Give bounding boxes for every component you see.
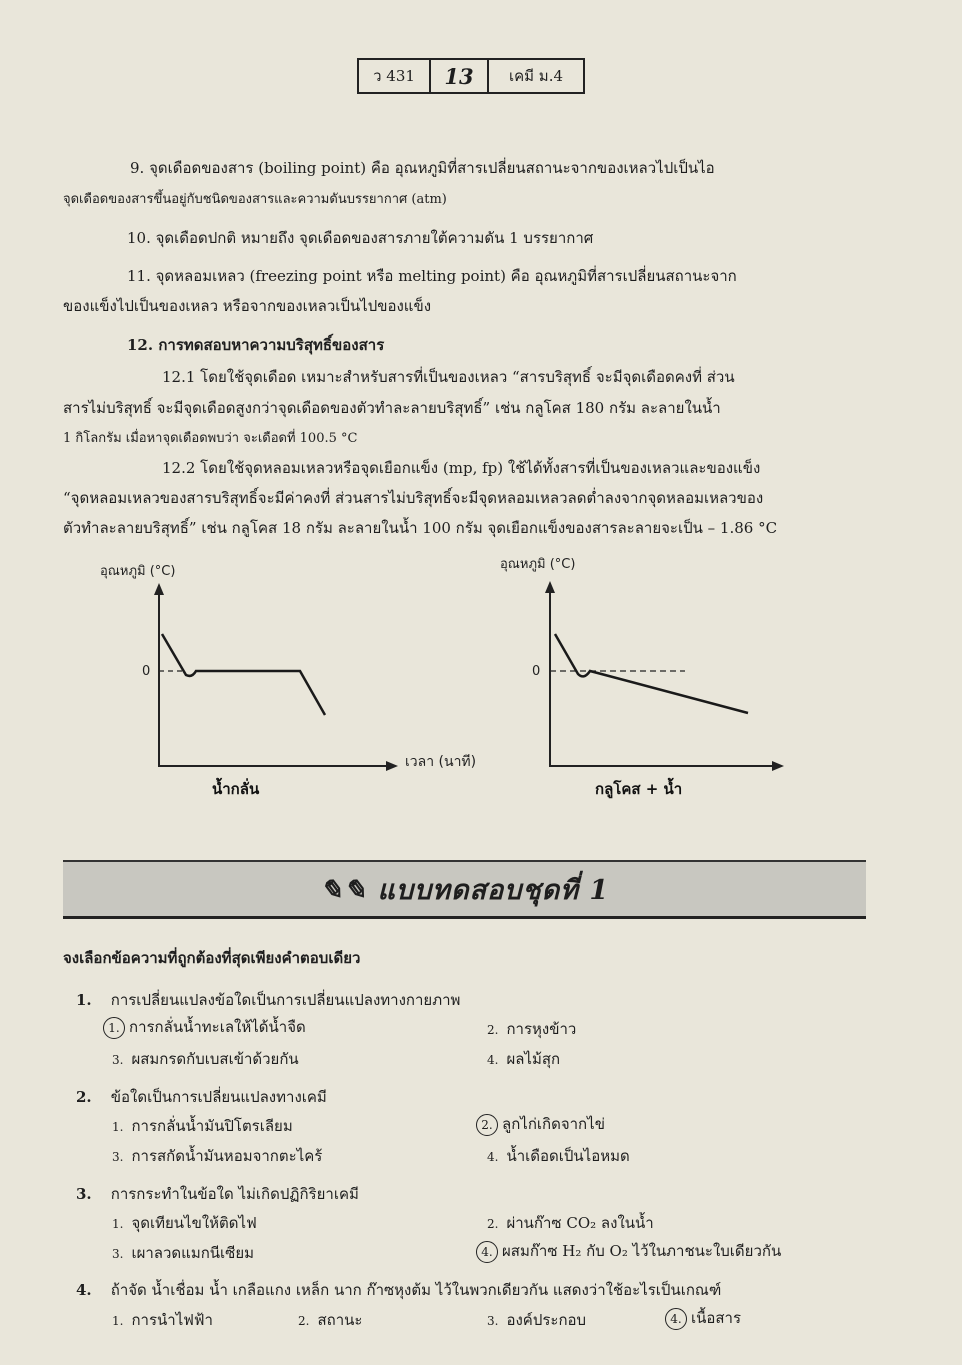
q3-option-1-text: จุดเทียนไขให้ติดไฟ <box>131 1214 257 1232</box>
def12-title: 12. การทดสอบหาความบริสุทธิ์ของสาร <box>127 336 385 354</box>
right-ylabel: อุณหภูมิ (°C) <box>500 557 576 572</box>
q3-option-3-text: เผาลวดแมกนีเซียม <box>131 1244 255 1262</box>
q4-option-2-num: 2. <box>298 1314 310 1328</box>
subject-name: เคมี ม.4 <box>508 67 564 85</box>
q3-option-2[interactable] <box>487 1211 654 1235</box>
q4-option-4-text: เนื้อสาร <box>691 1309 742 1327</box>
def12-2-line3: ตัวทำละลายบริสุทธิ์” เช่น กลูโคส 18 กรัม ละลายในน้ำ 100 กรัม จุดเยือกแข็งของสารละลายจะเป็น – 1.86 °C <box>63 519 778 537</box>
q3-option-1[interactable] <box>112 1211 257 1235</box>
q4-option-3-num: 3. <box>487 1314 499 1328</box>
q2-option-3-num: 3. <box>112 1150 124 1164</box>
q1-option-4-num: 4. <box>487 1053 499 1067</box>
left-curve <box>162 634 325 715</box>
left-x-arrow <box>386 761 398 771</box>
right-zero-label: 0 <box>532 664 541 679</box>
q1-option-2-num: 2. <box>487 1023 499 1037</box>
left-xlabel: เวลา (นาที) <box>405 754 477 770</box>
q1-option-4-text: ผลไม้สุก <box>506 1050 561 1068</box>
q4-option-1-num: 1. <box>112 1314 124 1328</box>
q4-option-3[interactable] <box>487 1308 586 1332</box>
q4-option-1[interactable] <box>112 1308 213 1332</box>
def9-line2: จุดเดือดของสารขึ้นอยู่กับชนิดของสารและความดันบรรยากาศ (atm) <box>63 192 447 207</box>
def12-1-line3: 1 กิโลกรัม เมื่อหาจุดเดือดพบว่า จะเดือดที่ 100.5 °C <box>63 431 358 446</box>
question-3 <box>76 1182 359 1206</box>
def10: 10. จุดเดือดปกติ หมายถึง จุดเดือดของสารภายใต้ความดัน 1 บรรยากาศ <box>127 229 594 247</box>
left-caption: น้ำกลั่น <box>212 780 260 798</box>
left-ylabel: อุณหภูมิ (°C) <box>100 564 176 579</box>
question-4-number: 4. <box>76 1281 92 1299</box>
right-caption: กลูโคส + น้ำ <box>595 780 683 798</box>
q1-option-1-text: การกลั่นน้ำทะเลให้ได้น้ำจืด <box>129 1018 306 1036</box>
q3-option-2-text: ผ่านก๊าซ CO₂ ลงในน้ำ <box>506 1214 654 1232</box>
question-1-text: การเปลี่ยนแปลงข้อใดเป็นการเปลี่ยนแปลงทางกายภาพ <box>110 991 461 1009</box>
q2-option-3[interactable] <box>112 1144 322 1168</box>
right-x-arrow <box>772 761 784 771</box>
q2-option-4[interactable] <box>487 1144 630 1168</box>
question-2-text: ข้อใดเป็นการเปลี่ยนแปลงทางเคมี <box>110 1088 327 1106</box>
right-curve <box>555 634 748 713</box>
question-4-text: ถ้าจัด น้ำเชื่อม น้ำ เกลือแกง เหล็ก นาก ก๊าซหุงต้ม ไว้ในพวกเดียวกัน แสดงว่าใช้อะไรเป็นเกณฑ์ <box>110 1281 722 1299</box>
instruction: จงเลือกข้อความที่ถูกต้องที่สุดเพียงคำตอบเดียว <box>63 949 361 967</box>
q3-option-4[interactable] <box>476 1239 781 1263</box>
question-3-text: การกระทำในข้อใด ไม่เกิดปฏิกิริยาเคมี <box>110 1185 359 1203</box>
q2-option-2[interactable] <box>476 1112 605 1136</box>
selected-answer-circle: 4. <box>476 1241 498 1263</box>
def12-1-line1: 12.1 โดยใช้จุดเดือด เหมาะสำหรับสารที่เป็นของเหลว “สารบริสุทธิ์ จะมีจุดเดือดคงที่ ส่วน <box>162 368 735 386</box>
q1-option-1[interactable] <box>103 1015 306 1039</box>
q1-option-2[interactable] <box>487 1017 576 1041</box>
q2-option-2-text: ลูกไก่เกิดจากไข่ <box>502 1115 605 1133</box>
q4-option-1-text: การนำไฟฟ้า <box>131 1311 213 1329</box>
def12-2-line1: 12.2 โดยใช้จุดหลอมเหลวหรือจุดเยือกแข็ง (mp, fp) ใช้ได้ทั้งสารที่เป็นของเหลวและของแข็ง <box>162 459 761 477</box>
q2-option-1-num: 1. <box>112 1120 124 1134</box>
q4-option-2-text: สถานะ <box>317 1311 363 1329</box>
selected-answer-circle: 4. <box>665 1308 687 1330</box>
left-zero-label: 0 <box>142 664 151 679</box>
q4-option-2[interactable] <box>298 1308 362 1332</box>
q2-option-3-text: การสกัดน้ำมันหอมจากตะไคร้ <box>131 1147 323 1165</box>
selected-answer-circle: 1. <box>103 1017 125 1039</box>
question-4 <box>76 1278 721 1302</box>
q3-option-3-num: 3. <box>112 1247 124 1261</box>
q3-option-2-num: 2. <box>487 1217 499 1231</box>
left-graph <box>100 564 476 798</box>
q3-option-4-text: ผสมก๊าซ H₂ กับ O₂ ไว้ในภาชนะใบเดียวกัน <box>502 1242 782 1260</box>
test-section-title: ✎✎ แบบทดสอบชุดที่ 1 <box>319 874 610 906</box>
selected-answer-circle: 2. <box>476 1114 498 1136</box>
cooling-curves-figure <box>90 550 880 810</box>
page-number: 13 <box>431 60 489 92</box>
q4-option-3-text: องค์ประกอบ <box>506 1311 587 1329</box>
question-3-number: 3. <box>76 1185 92 1203</box>
q2-option-1[interactable] <box>112 1114 293 1138</box>
q1-option-4[interactable] <box>487 1047 560 1071</box>
right-y-arrow <box>545 581 555 593</box>
def12-2-line2: “จุดหลอมเหลวของสารบริสุทธิ์จะมีค่าคงที่ ส่วนสารไม่บริสุทธิ์จะมีจุดหลอมเหลวลดต่ำลงจากจุดหลอมเหลวของ <box>63 489 764 507</box>
left-y-arrow <box>154 583 164 595</box>
q3-option-1-num: 1. <box>112 1217 124 1231</box>
question-1-number: 1. <box>76 991 92 1009</box>
question-1 <box>76 988 460 1012</box>
def11-line2: ของแข็งไปเป็นของเหลว หรือจากของเหลวเป็นไปของแข็ง <box>63 297 432 315</box>
right-graph <box>500 557 784 799</box>
def12-1-line2: สารไม่บริสุทธิ์ จะมีจุดเดือดสูงกว่าจุดเดือดของตัวทำละลายบริสุทธิ์” เช่น กลูโคส 180 กรัม ละลายในน้ำ <box>63 399 721 417</box>
def11-line1: 11. จุดหลอมเหลว (freezing point หรือ melting point) คือ อุณหภูมิที่สารเปลี่ยนสถานะจาก <box>127 267 737 285</box>
q2-option-4-num: 4. <box>487 1150 499 1164</box>
q4-option-4[interactable] <box>665 1306 741 1330</box>
q1-option-3[interactable] <box>112 1047 299 1071</box>
q3-option-3[interactable] <box>112 1241 254 1265</box>
course-code: ว 431 <box>359 60 431 92</box>
q1-option-2-text: การหุงข้าว <box>506 1020 577 1038</box>
q2-option-1-text: การกลั่นน้ำมันปิโตรเลียม <box>131 1117 293 1135</box>
def9-line1: 9. จุดเดือดของสาร (boiling point) คือ อุณหภูมิที่สารเปลี่ยนสถานะจากของเหลวไปเป็นไอ <box>130 159 715 177</box>
test-section-banner <box>63 860 866 919</box>
q1-option-3-text: ผสมกรดกับเบสเข้าด้วยกัน <box>131 1050 299 1068</box>
question-2 <box>76 1085 327 1109</box>
page-header-box <box>357 58 585 94</box>
question-2-number: 2. <box>76 1088 92 1106</box>
q1-option-3-num: 3. <box>112 1053 124 1067</box>
q2-option-4-text: น้ำเดือดเป็นไอหมด <box>506 1147 630 1165</box>
